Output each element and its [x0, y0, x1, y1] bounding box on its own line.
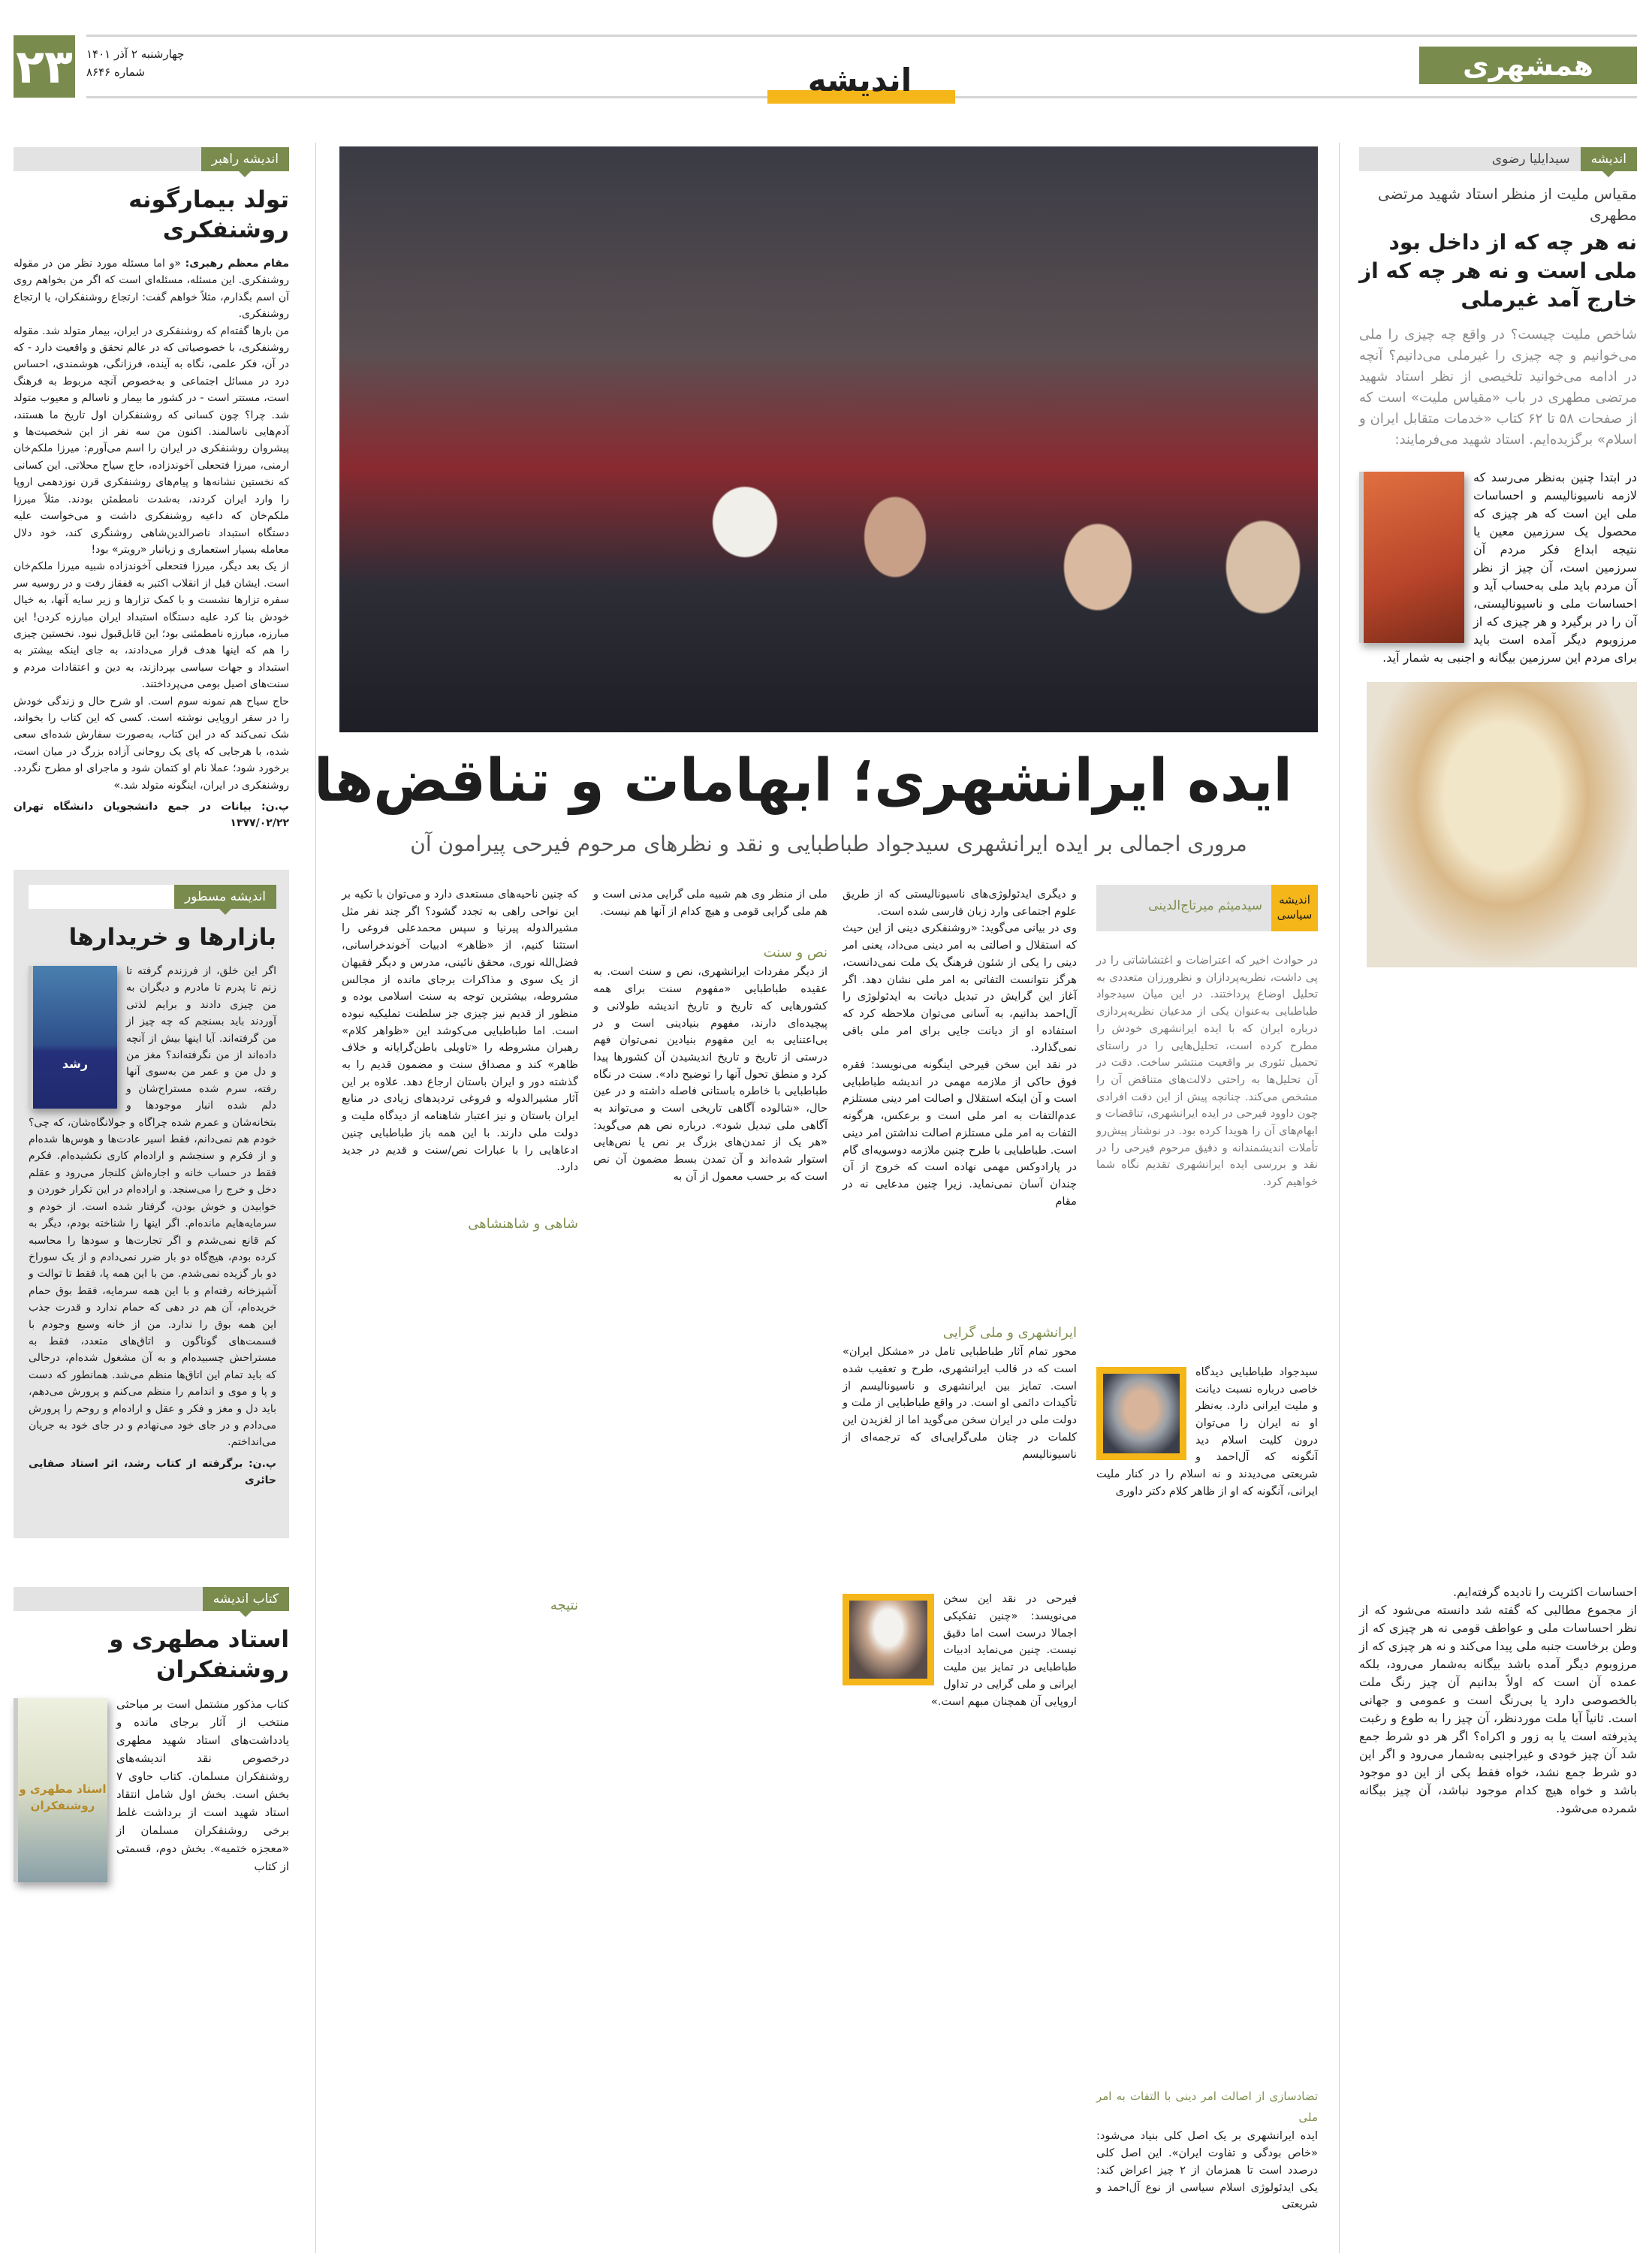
- left-article-2-tag: اندیشه مسطور: [174, 885, 276, 909]
- left-article-3-text: کتاب مذکور مشتمل است بر مباحثی منتخب از آثار برجای مانده و یادداشت‌های استاد شهید مطهری درخصوص نقد اندیشه‌های روشنفکران مسلمان. کتاب حاوی ۷ بخش است. بخش اول شامل انتقاد استاد شهید است از برداشت غلط برخی روشنفکران مسلمان از «معجزه ختمیه». بخش دوم، قسمتی از کتاب: [116, 1697, 289, 1873]
- page-number: ۲۳: [14, 35, 75, 98]
- main-column-3-subhead: نص و سنت: [763, 945, 828, 961]
- main-subtitle-wrap: [339, 829, 1318, 862]
- main-column-4-text: که چنین ناحیه‌های مستعدی دارد و می‌توان با تکیه بر این نواحی راهی به تجدد گشود؟ اگر چند نفر مثل مشیرالدوله پیرنیا و سپس محمدعلی فروغی را استثنا کنیم، از «ظاهر» ادبیات آخوندخراسانی، فضل‌الله نوری، محقق نائینی، مدرس و دیگر فقیهان از یک سوی و مذاکرات برجای مانده از مجالس مشروطه، بیشترین توجه به سنت اسلامی بوده و منظور از قدیم نیز چیزی جز سلطنت تملیکیه نبوده است. اما طباطبایی می‌کوشد این «ظواهر کلام» رهبران مشروطه را «تاویلی باطن‌گرایانه و خلاف ظاهر» کند و مصداق سنت و مضمون قدیم را به گذشته دور و ایران باستان ارجاع دهد. علاوه بر این آثار مشیرالدوله و فروغی تردیدهای زیادی در منابع ایران باستان و نیز اعتبار شاهنامه از دیدگاه ملیت و دولت ملی دارند. با این همه باز طباطبایی چنین ادعاهایی را با عبارات نص/سنت و قدیم در جدید دارد.: [342, 888, 578, 1174]
- left-article-1-tagbar: [14, 147, 289, 171]
- main-headline-wrap: [314, 744, 1318, 822]
- main-column-3-text: از دیگر مفردات ایرانشهری، نص و سنت است. به عقیده طباطبایی «مفهوم سنت برای همه کشورهایی که تاریخ و تاریخ اندیشه طولانی و پیچیده‌ای دارند، مفهوم بنیادینی است و در بی‌اعتنایی به این مفهوم بنیادین نمی‌توان فهم درستی از تاریخ و تاریخ اندیشیدن آن کشورها پیدا کرد و منطق تحول آنها را توضیح داد». سنت در نگاه طباطبایی با خاطره باستانی فاصله داشته و در عین حال، «شالوده آگاهی تاریخی است و می‌تواند به آگاهی ملی تبدیل شود». درباره نص هم می‌گوید: «هر یک از تمدن‌های بزرگ بر نص یا نص‌هایی استوار شده‌اند و آن تمدن بسط مضمون آن نص است که بر حسب معمول از آن به: [593, 965, 828, 1183]
- book-cover-image: [1359, 472, 1464, 643]
- left-article-3-tagbar: [14, 1587, 289, 1611]
- right-article-paragraph: در ابتدا چنین به‌نظر می‌رسد که لازمه ناسیونالیسم و احساسات ملی این است که هر چیزی که محصول یک سرزمین معین یا نتیجه ابداع فکر مردم آن سرزمین است، آن چیز از نظر آن مردم باید ملی به‌حساب آید و احساسات ملی و ناسیونالیستی، آن را در برگیرد و هر چیزی که از مرزوبوم دیگر آمده است باید برای مردم این سرزمین بیگانه و اجنبی به شمار آید.: [1382, 470, 1637, 665]
- book-cover-motahhari: [14, 1698, 107, 1882]
- left-article-1-text: از یک بعد دیگر، میرزا فتحعلی آخوندزاده شبیه میرزا ملکم‌خان است. ایشان قبل از انقلاب اکتبر به قفقاز رفت و در روسیه سر سفره تزارها نشست و با کمک تزارها و زیر سایه آنها، به خیال خودش بنا کرد علیه دستگاه استبداد ایران مبارزه کردن! این مبارزه، مبارزه نامطمئنی بود؛ این قابل‌قبول نبود. نخستین چیزی را هم که اینها هدف قرار می‌دادند، به جای اینکه بیشتر به استبداد و جهات سیاسی بپردازند، به دین و اعتقادات مردم و سنت‌های اصیل بومی می‌پرداختند.: [14, 560, 289, 691]
- motahhari-portrait-slot: [1359, 667, 1637, 1088]
- main-column-3: [593, 886, 828, 2255]
- left-article-2-footnote: پ.ن: برگرفته از کتاب رشد، اثر استاد صفایی حائری: [29, 1457, 276, 1487]
- main-photo: [339, 146, 1318, 732]
- left-article-1-footnote: پ.ن: بیانات در جمع دانشجویان دانشگاه تهران ۱۳۷۷/۰۲/۲۲: [14, 801, 289, 830]
- left-article-1-headline: تولد بیمارگونه روشنفکری: [128, 186, 289, 243]
- main-column-2-text: محور تمام آثار طباطبایی تامل در «مشکل ایران» است که در قالب ایرانشهری، طرح و تعقیب شده است. تمایز بین ایرانشهری و ناسیونالیسم از تأکیدات دائمی او است. در واقع طباطبایی از ملت و دولت ملی در ایران سخن می‌گوید اما از لغزیدن این کلمات در چنان ملی‌گرایی‌ای که ترجمه‌ای از ناسیونالیسم: [843, 1345, 1077, 1461]
- right-article-paragraph: احساسات اکثریت را نادیده گرفته‌ایم.: [1452, 1585, 1637, 1599]
- right-article-paragraph: از مجموع مطالبی که گفته شد دانسته می‌شود که از نظر احساسات ملی و عواطف قومی نه هر چیزی که از وطن برخاست جنبه ملی پیدا می‌کند و نه هر چیزی که از مرزوبوم دیگر آمده باشد بیگانه به‌شمار می‌رود، بلکه عمده آن است که اولاً بدانیم آن چیز رنگ ملت بالخصوصی دارد یا بی‌رنگ است و عمومی و جهانی است. ثانیاً آیا ملت موردنظر، آن چیز را به طوع و رغبت پذیرفته است یا به زور و اکراه؟ اگر هر دو شرط جمع شد آن چیز خودی و غیراجنبی به‌شمار می‌رود و اگر این دو شرط جمع نشد، خواه فقط یکی از این دو موجود باشد و خواه هیچ کدام موجود نباشد، آن چیز بیگانه شمرده می‌شود.: [1359, 1603, 1637, 1815]
- book-title: رشد: [62, 1057, 89, 1071]
- main-column-1-text: سیدجواد طباطبایی دیدگاه خاصی درباره نسبت دیانت و ملیت ایرانی دارد. به‌نظر او نه ایران را می‌توان درون کلیت اسلام دید آنگونه که آل‌احمد و شریعتی می‌دیدند و نه اسلام را در کنار ملیت ایرانی، آنگونه که او از ظاهر کلام دکتر داوری: [1096, 1365, 1318, 1498]
- main-article-tagbar: [1096, 885, 1318, 931]
- left-article-1-text: «و اما مسئله مورد نظر من در مقوله روشنفکری. این مسئله، مسئله‌ای است که اگر من بخواهم روی آن اسم بگذارم، مثلاً خواهم گفت: ارتجاع روشنفکران، یا ارتجاع روشنفکری.: [14, 258, 289, 321]
- right-article: [1359, 147, 1637, 2255]
- left-article-2-tagbar: [29, 885, 276, 909]
- main-column-2-text: وی در بیانی می‌گوید: «روشنفکری دینی از این حیث که استقلال و اصالتی به امر دینی می‌داد، یعنی امر دینی را یکی از شئون فرهنگ یک ملت نمی‌دانست، هرگز نتوانست التفاتی به امر ملی نشان دهد. اگر آغاز این گرایش در تبدیل دیانت به ایدئولوژی را آل‌احمد بدانیم، به آسانی می‌توان ملاحظه کرد که استفاده او از دیانت جایی برای امر ملی باقی نمی‌گذارد.: [843, 922, 1077, 1055]
- main-column-3-text: ملی از منظر وی هم شبیه ملی گرایی مدنی است و هم ملی گرایی قومی و هیچ کدام از آنها هم نیست.: [593, 888, 828, 918]
- right-article-lead: شاخص ملیت چیست؟ در واقع چه چیزی را ملی می‌خوانیم و چه چیزی را غیرملی می‌دانیم؟ آنچه در ادامه می‌خوانید تلخیصی از نظر استاد شهید مرتضی مطهری در باب «مقیاس ملیت» است که از صفحات ۵۸ تا ۶۲ کتاب «خدمات متقابل ایران و اسلام» برگزیده‌ایم. استاد شهید می‌فرمایند:: [1359, 327, 1638, 448]
- left-article-1-body: [14, 255, 289, 830]
- right-article-author: سیدایلیا رضوی: [1491, 152, 1570, 167]
- date-text: چهارشنبه ۲ آذر ۱۴۰۱: [86, 47, 185, 61]
- main-column-4: [342, 886, 578, 2255]
- left-article-2: [29, 885, 276, 1531]
- main-headline: ایده ایرانشهری؛ ابهامات و تناقض‌ها: [314, 747, 1293, 815]
- left-article-1-text: حاج سیاح هم نمونه سوم است. او شرح حال و زندگی خودش را در سفر اروپایی نوشته است. کسی که این کتاب را بخواند، شک نمی‌کند که در این کتاب، به‌صورت سفارش شده‌ای سعی شده، با هرجایی که پای یک روحانی آزاده بزرگ در میان است، برخورد شود؛ عملا نام او کتمان شود و ماجرای او مطرح نگردد. روشنفکری در ایران، اینگونه متولد شد.»: [14, 695, 289, 792]
- issue-number: شماره ۸۶۴۶: [86, 65, 145, 79]
- main-column-2-text: و دیگری ایدئولوژی‌های ناسیونالیستی که از طریق علوم اجتماعی وارد زبان فارسی شده است.: [843, 888, 1077, 918]
- left-article-1: [14, 147, 289, 830]
- book-title: استاد مطهری و روشنفکران: [19, 1782, 107, 1812]
- feirahi-portrait: [843, 1594, 934, 1685]
- column-divider: [1339, 143, 1340, 2253]
- main-subtitle: مروری اجمالی بر ایده ایرانشهری سیدجواد طباطبایی و نقد و نظرهای مرحوم فیرحی پیرامون آن: [410, 831, 1247, 856]
- left-article-3: [14, 1587, 289, 2255]
- right-article-headline: نه هر چه که از داخل بود ملی است و نه هر چه که از خارج آمد غیرملی: [1359, 230, 1637, 312]
- main-column-2-quote: فیرحی در نقد این سخن می‌نویسد: «چنین تفکیکی اجمالا درست است اما دقیق نیست. چنین می‌نماید ادبیات طباطبایی در تمایز بین ملیت ایرانی و ملی گرایی در تداول اروپایی آن همچنان مبهم است.»: [930, 1592, 1077, 1708]
- right-article-kicker: مقیاس ملیت از منظر استاد شهید مرتضی مطهری: [1377, 185, 1637, 224]
- left-article-1-tag: اندیشه راهبر: [201, 147, 289, 171]
- right-article-tagbar: [1359, 147, 1637, 171]
- right-article-body: [1359, 324, 1637, 2255]
- left-article-2-body: [29, 963, 276, 1531]
- main-column-4-subhead: نتیجه: [550, 1597, 578, 1613]
- left-article-3-headline: استاد مطهری و روشنفکران: [109, 1626, 289, 1683]
- left-article-3-tag: کتاب اندیشه: [203, 1587, 289, 1611]
- main-article-author: سیدمیثم میرتاج‌الدینی: [1148, 898, 1262, 913]
- main-column-1-subhead: تضادسازی از اصالت امر دینی با التفات به امر ملی: [1096, 2090, 1318, 2125]
- left-article-3-body: [14, 1695, 289, 2255]
- main-column-4-subhead: شاهی و شاهنشاهی: [468, 1215, 578, 1232]
- main-column-2: [843, 886, 1077, 2255]
- main-column-2-subhead: ایرانشهری و ملی گرایی: [942, 1325, 1077, 1341]
- header-top-rule: [86, 35, 1637, 37]
- motahhari-portrait: [1367, 682, 1637, 967]
- main-column-1-text: ایده ایرانشهری بر یک اصل کلی بنیاد می‌شود: «خاص بودگی و تفاوت ایران». این اصل کلی درصدد است تا همزمان از ۲ چیز اعراض کند: یکی ایدئولوژی اسلام سیاسی از نوع آل‌احمد و شریعتی: [1096, 2129, 1318, 2211]
- newspaper-logo: همشهری: [1419, 47, 1637, 84]
- main-article-intro: در حوادث اخیر که اعتراضات و اغتشاشاتی را در پی داشت، نظریه‌پردازان و نظرورزان متعددی به تحلیل اوضاع پرداختند. در این میان سیدجواد طباطبایی به‌عنوان یکی از مدعیان نظریه‌پردازی درباره ایران که با ایده ایرانشهری خودش را مطرح کرده است، تحلیل‌هایی را در راستای تحمیل تئوری بر واقعیت منتشر ساخت. دقت در آن تحلیل‌ها به راحتی دلالت‌های متناقض آن را مشخص می‌کند. چنانچه پیش از این دقت افرادی چون داوود فیرحی در ایده ایرانشهری، تناقضات و ابهام‌های آن را هویدا کرده بود. در نوشتار پیش‌رو تأملات اندیشمندانه و دقیق مرحوم فیرحی را در نقد و بررسی ایده ایرانشهری تقدیم نگاه شما خواهیم کرد.: [1096, 954, 1318, 1189]
- right-article-tag: اندیشه: [1581, 147, 1637, 171]
- main-column-1: [1096, 952, 1318, 2255]
- main-column-2-text: در نقد این سخن فیرحی اینگونه می‌نویسد: فقره فوق حاکی از ملازمه مهمی در اندیشه طباطبایی است و آن اینکه استقلال و اصالت امر دینی مستلزم عدم‌التفات به امر ملی است و برعکس، هرگونه التفات به امر ملی مستلزم اصالت نداشتن امر دینی است. طباطبایی با طرح چنین ملازمه دوسویه‌ای گام در پارادوکس مهمی نهاده است که خروج از آن چندان آسان نمی‌نماید. زیرا چنین مدعایی نه در مقام: [843, 1058, 1077, 1208]
- book-cover-roshd: [29, 966, 117, 1109]
- left-article-2-headline: بازارها و خریدارها: [68, 924, 276, 951]
- left-article-2-text: اگر این خلق، از فرزندم گرفته تا زنم تا پدرم تا مادرم و دیگران به من چیزی دادند و برایم لذتی آوردند باید بسنجم که چه چیز از من گرفته‌اند. آیا اینها بیش از آنچه داده‌اند از من نگرفته‌اند؟ مغز من و دل من و عمر من به‌سوی آنها رفته، سرم شده مستراح‌شان و دلم شده انبار موجودها و بتخانه‌شان و عمرم شده چراگاه و جولانگاه‌شان، که چی؟ خودم هم نمی‌دانم، فقط اسیر عادت‌ها و هوس‌ها شده‌ام و از فکرم و سنجشم و اراده‌ام کاری نکشیده‌ام. فکرم فقط در حساب خانه و اجاره‌اش کلنجار می‌رود و عقلم دخل و خرج را می‌سنجد. و اراده‌ام در این تکرار خوردن و خوابیدن و خوش بودن، گرفتار شده است. از خودم و سرمایه‌هایم مانده‌ام. اگر اینها را شناخته بودم، دیگر به کم قانع نمی‌شدم و اگر تجارت‌ها و سودها را محاسبه کرده بودم، هیچ‌گاه دو بار ضرر نمی‌دادم و از یک سوراخ دو بار گزیده نمی‌شدم. من با این همه پا، فقط تا توالت و آشپزخانه رفته‌ام و با این همه سرمایه، فقط بوق حمام خریده‌ام، آن هم در دهی که حمام ندارد و قدرت جذب این همه بوق را ندارد. من از خانه وسیع وجودم با قسمت‌های گوناگون و اتاق‌های متعدد، فقط به مستراحش چسبیده‌ام و به آن مشغول شده‌ام، درحالی که باید تمام این اتاق‌ها منظم می‌شد. همانطور که دست و پا و موی و اندامم را منظم می‌کنم و پرورش می‌دهم، باید دل و مغز و فکر و عقل و اراده‌ام و روحم را پرورش می‌دادم و در جای خود می‌نهادم و در جای خود به جریان می‌انداختم.: [29, 965, 276, 1449]
- left-article-1-speaker: مقام معظم رهبری:: [185, 258, 289, 270]
- issue-date: [86, 45, 237, 81]
- left-article-1-text: من بارها گفته‌ام که روشنفکری در ایران، بیمار متولد شد. مقوله روشنفکری، با خصوصیاتی که در عالم تحقق و واقعیت دارد - که در آن، فکر علمی، نگاه به آینده، فرزانگی، هوشمندی، احساس درد در مسائل اجتماعی و به‌خصوص آنچه مربوط به فرهنگ است، مستتر است - در کشور ما بیمار و ناسالم و معیوب متولد شد. چرا؟ چون کسانی که روشنفکران اول تاریخ ما هستند، آدم‌هایی ناسالمند. اکنون من سه نفر از این شخصیت‌ها و پیشروان روشنفکری در ایران را اسم می‌آورم: میرزا ملکم‌خان ارمنی، میرزا فتحعلی آخوندزاده، حاج سیاح محلاتی. این کسانی که نخستین نشانه‌ها و پیام‌های روشنفکری قرن نوزدهمی اروپا را وارد ایران کردند، به‌شدت نامطمئن بودند. مثلاً میرزا ملکم‌خان که داعیه روشنفکری داشت و می‌خواست علیه دستگاه استبداد ناصرالدین‌شاهی روشنگری کند، خود دلال معامله بسیار استعماری و زیانبار «رویتر» بود!: [14, 324, 289, 556]
- section-title: اندیشه: [807, 62, 912, 98]
- column-divider: [315, 143, 316, 2253]
- main-article-tag: اندیشه سیاسی: [1271, 885, 1318, 931]
- tabatabaei-portrait: [1096, 1367, 1186, 1460]
